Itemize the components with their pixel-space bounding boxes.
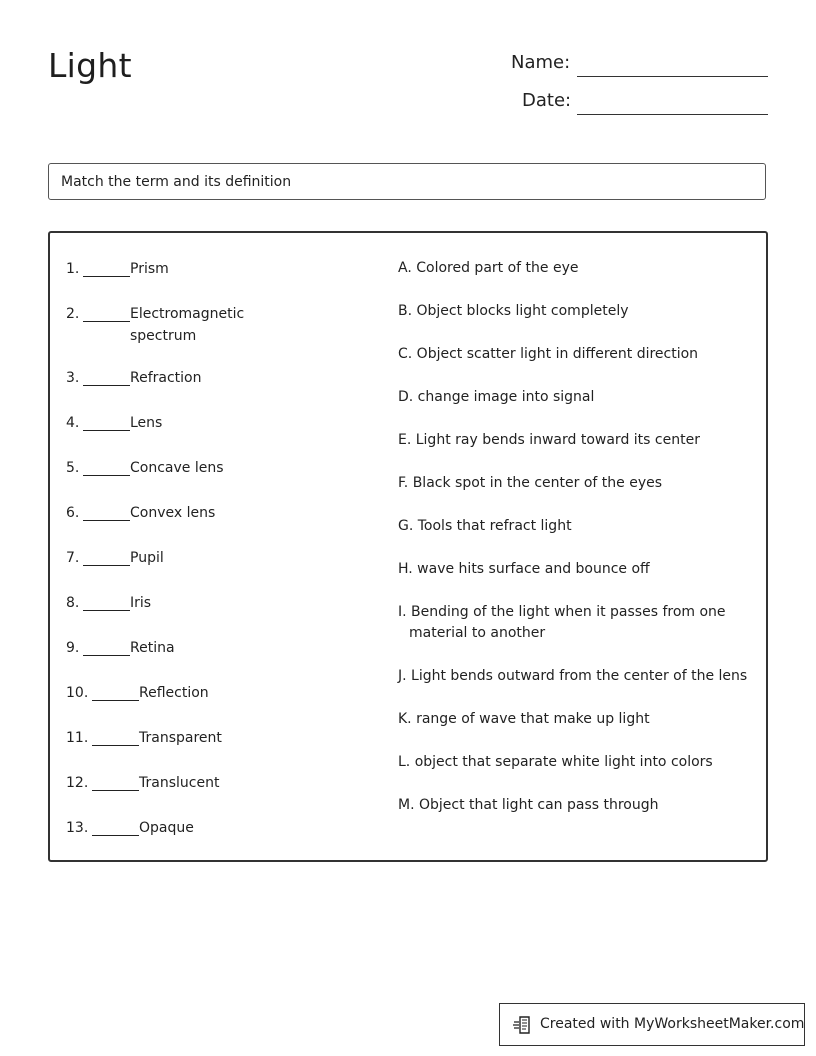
answer-blank[interactable] bbox=[83, 637, 130, 656]
definition-text: A. Colored part of the eye bbox=[398, 260, 579, 276]
answer-blank[interactable] bbox=[83, 412, 130, 431]
term-label: Translucent bbox=[139, 775, 220, 791]
term-label: Retina bbox=[130, 640, 175, 656]
term-label-cont: spectrum bbox=[130, 328, 197, 344]
date-label: Date: bbox=[522, 90, 572, 111]
definition-row bbox=[398, 258, 748, 279]
answer-blank[interactable] bbox=[92, 727, 139, 746]
instructions-box: Match the term and its definition bbox=[48, 163, 766, 200]
answer-blank[interactable] bbox=[83, 502, 130, 521]
definition-row bbox=[398, 387, 748, 408]
definition-row bbox=[398, 709, 748, 730]
term-label: Transparent bbox=[139, 730, 222, 746]
date-line[interactable] bbox=[577, 114, 768, 115]
footer-text: Created with MyWorksheetMaker.com bbox=[540, 1016, 805, 1032]
definition-row bbox=[398, 344, 748, 365]
answer-blank[interactable] bbox=[83, 367, 130, 386]
definition-row bbox=[398, 301, 748, 322]
term-label: Refraction bbox=[130, 370, 202, 386]
term-number: 2. bbox=[66, 306, 80, 322]
answer-blank[interactable] bbox=[83, 258, 130, 277]
answer-blank[interactable] bbox=[83, 547, 130, 566]
definition-row bbox=[398, 473, 748, 494]
definition-row bbox=[398, 666, 748, 687]
definition-row bbox=[398, 430, 748, 451]
term-label: Iris bbox=[130, 595, 152, 611]
definition-text: M. Object that light can pass through bbox=[398, 797, 659, 813]
definition-text: K. range of wave that make up light bbox=[398, 711, 650, 727]
definition-text: C. Object scatter light in different direction bbox=[398, 346, 699, 362]
term-number: 3. bbox=[66, 370, 80, 386]
term-number: 7. bbox=[66, 550, 80, 566]
answer-blank[interactable] bbox=[92, 682, 139, 701]
answer-blank[interactable] bbox=[83, 457, 130, 476]
definition-row bbox=[398, 516, 748, 537]
term-number: 5. bbox=[66, 460, 80, 476]
term-label: Electromagnetic spectrum bbox=[130, 306, 245, 344]
term-number: 12. bbox=[66, 775, 89, 791]
term-label: Opaque bbox=[139, 820, 194, 836]
definition-text: E. Light ray bends inward toward its center bbox=[398, 432, 700, 448]
term-label: Pupil bbox=[130, 550, 164, 566]
term-label: Concave lens bbox=[130, 460, 224, 476]
answer-blank[interactable] bbox=[83, 303, 130, 322]
term-label: Prism bbox=[130, 261, 169, 277]
definition-text: J. Light bends outward from the center of the lens bbox=[398, 668, 748, 684]
page-title: Light bbox=[48, 46, 132, 85]
term-number: 9. bbox=[66, 640, 80, 656]
definition-text: F. Black spot in the center of the eyes bbox=[398, 475, 663, 491]
worksheet-maker-logo-icon bbox=[512, 1014, 534, 1036]
name-label: Name: bbox=[511, 52, 571, 73]
answer-blank[interactable] bbox=[92, 817, 139, 836]
answer-blank[interactable] bbox=[92, 772, 139, 791]
term-number: 6. bbox=[66, 505, 80, 521]
answer-blank[interactable] bbox=[83, 592, 130, 611]
definition-row bbox=[398, 752, 748, 773]
term-number: 8. bbox=[66, 595, 80, 611]
term-label: Convex lens bbox=[130, 505, 216, 521]
definition-row bbox=[398, 602, 748, 644]
footer-badge[interactable] bbox=[499, 1003, 805, 1046]
definition-text: G. Tools that refract light bbox=[398, 518, 572, 534]
definition-text: B. Object blocks light completely bbox=[398, 303, 629, 319]
term-number: 10. bbox=[66, 685, 89, 701]
definition-row bbox=[398, 795, 748, 816]
term-label: Reflection bbox=[139, 685, 209, 701]
definition-row bbox=[398, 559, 748, 580]
name-line[interactable] bbox=[577, 76, 768, 77]
definition-text: L. object that separate white light into colors bbox=[398, 754, 713, 770]
term-number: 13. bbox=[66, 820, 89, 836]
definition-text: D. change image into signal bbox=[398, 389, 595, 405]
definition-text-cont: material to another bbox=[409, 625, 546, 641]
definition-text: H. wave hits surface and bounce off bbox=[398, 561, 650, 577]
term-number: 11. bbox=[66, 730, 89, 746]
definition-text: I. Bending of the light when it passes from one bbox=[398, 604, 726, 620]
term-number: 1. bbox=[66, 261, 80, 277]
term-number: 4. bbox=[66, 415, 80, 431]
term-label: Lens bbox=[130, 415, 163, 431]
